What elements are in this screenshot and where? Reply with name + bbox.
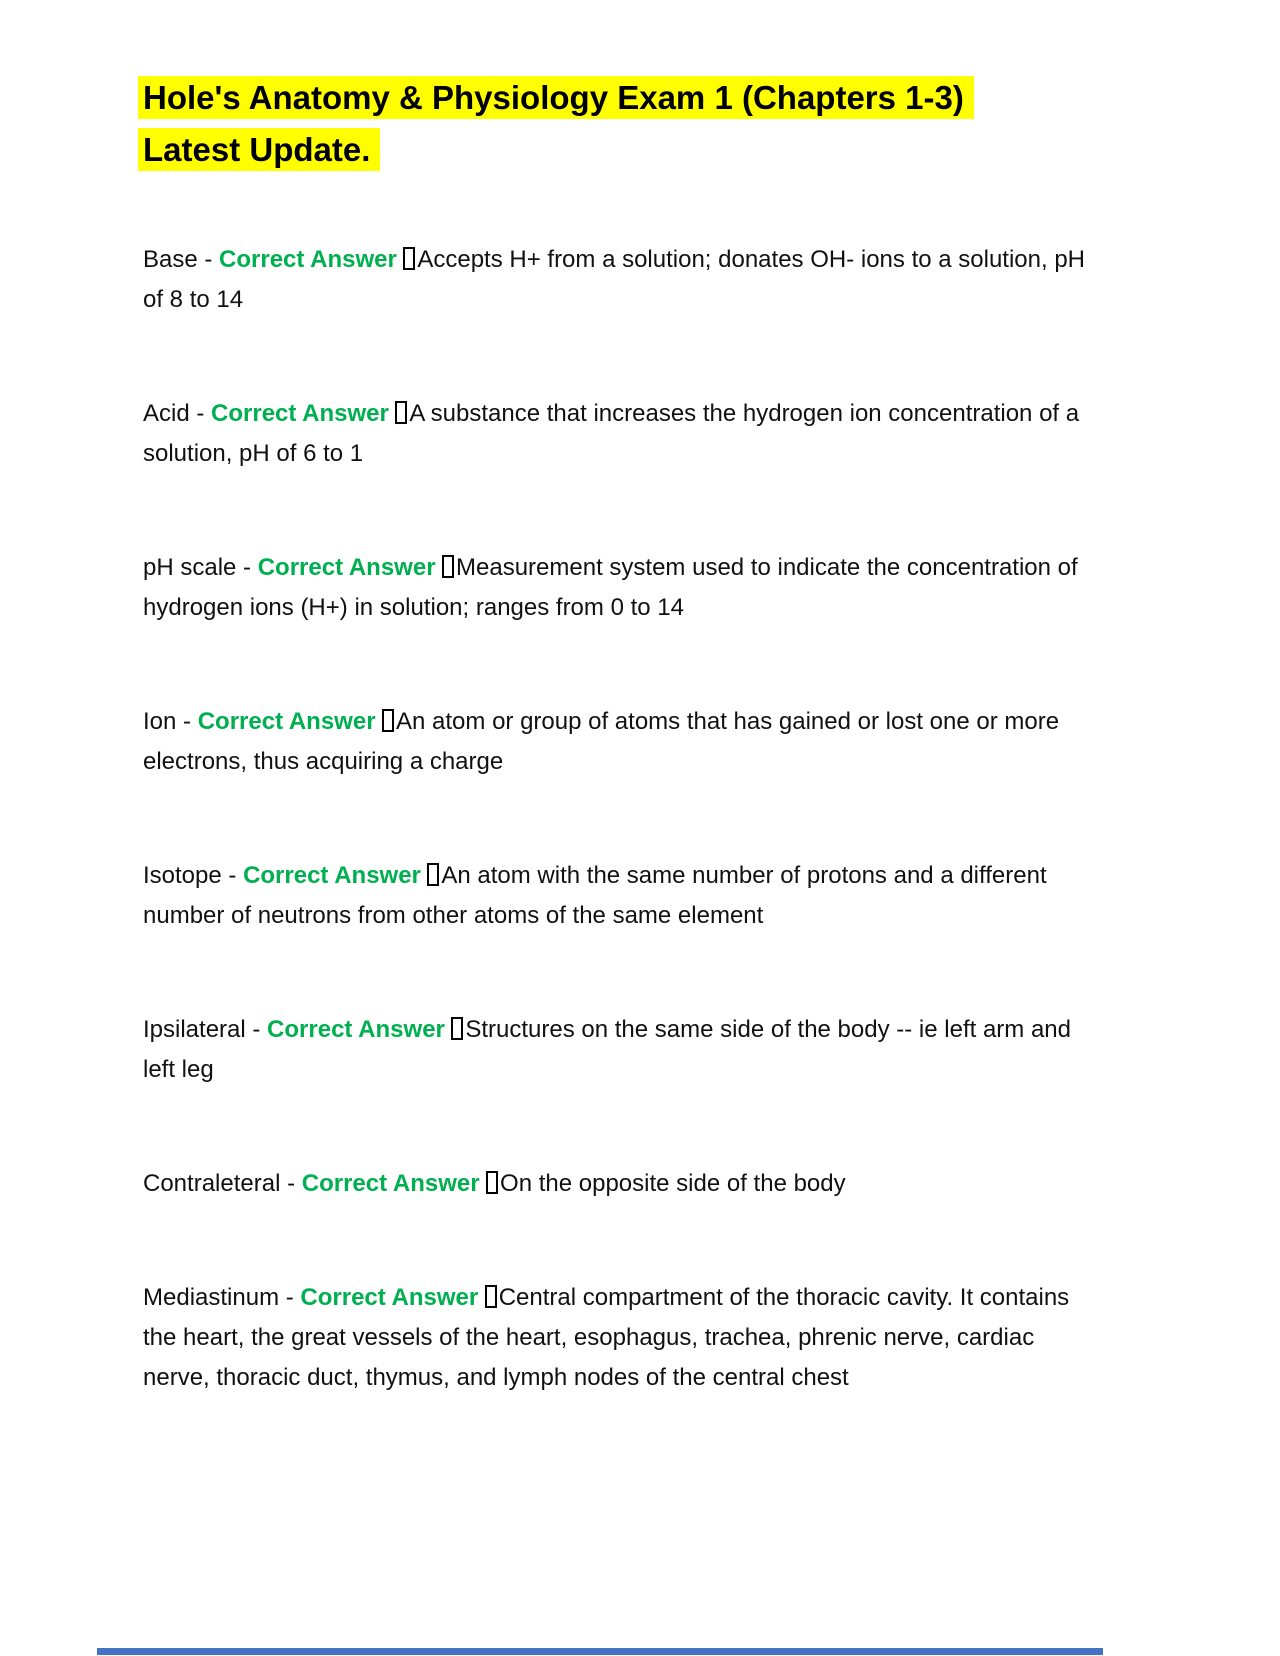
qa-entry xyxy=(143,1164,1094,1204)
term-text: Mediastinum xyxy=(143,1284,280,1311)
definition-text: Accepts H+ from a solution; donates OH- ions to a solution, pH of 8 to 14 xyxy=(143,246,1086,313)
qa-entry xyxy=(143,702,1094,782)
correct-answer-label: Correct Answer xyxy=(300,1284,479,1311)
separator-text: - xyxy=(245,1016,268,1043)
definition-text: On the opposite side of the body xyxy=(500,1170,846,1197)
correct-answer-label: Correct Answer xyxy=(301,1170,480,1197)
term-text: Ion xyxy=(143,708,177,735)
page-bottom-bar xyxy=(97,1648,1103,1655)
title-highlight-line-1: Hole's Anatomy & Physiology Exam 1 (Chapters 1-3) xyxy=(138,76,974,119)
separator-text: - xyxy=(280,1170,302,1197)
separator-text: - xyxy=(189,400,212,427)
separator-text: - xyxy=(197,246,220,273)
term-text: Contraleteral xyxy=(143,1170,281,1197)
correct-answer-label: Correct Answer xyxy=(219,246,397,273)
definition-text: Central compartment of the thoracic cavity. It contains the heart, the great vessels of the heart, esophagus, trachea, phrenic nerve, cardiac nerve, thoracic duct, thymus, and lymph nodes of the central chest xyxy=(143,1284,1070,1391)
missing-glyph-box xyxy=(427,863,439,887)
qa-entry xyxy=(143,394,1094,474)
missing-glyph-box xyxy=(451,1017,463,1041)
term-text: Isotope xyxy=(143,862,222,889)
separator-text: - xyxy=(236,554,258,581)
separator-text: - xyxy=(279,1284,301,1311)
correct-answer-label: Correct Answer xyxy=(267,1016,445,1043)
missing-glyph-box xyxy=(485,1285,497,1309)
missing-glyph-box xyxy=(486,1171,498,1195)
missing-glyph-box xyxy=(403,247,415,271)
definition-text: A substance that increases the hydrogen ion concentration of a solution, pH of 6 to 1 xyxy=(143,400,1080,467)
correct-answer-label: Correct Answer xyxy=(211,400,389,427)
qa-entry xyxy=(143,1278,1094,1398)
missing-glyph-box xyxy=(382,709,394,733)
definition-text: Measurement system used to indicate the concentration of hydrogen ions (H+) in solution; ranges from 0 to 14 xyxy=(143,554,1078,621)
correct-answer-label: Correct Answer xyxy=(257,554,436,581)
term-text: Base xyxy=(143,246,198,273)
correct-answer-label: Correct Answer xyxy=(243,862,421,889)
missing-glyph-box xyxy=(395,401,407,425)
separator-text: - xyxy=(221,862,244,889)
qa-entry xyxy=(143,548,1094,628)
qa-entry xyxy=(143,240,1094,320)
term-text: Acid xyxy=(143,400,190,427)
title-highlight-line-2: Latest Update. xyxy=(138,128,380,171)
qa-list xyxy=(143,240,1094,1398)
missing-glyph-box xyxy=(442,555,454,579)
term-text: pH scale xyxy=(143,554,237,581)
definition-text: Structures on the same side of the body -- ie left arm and left leg xyxy=(143,1016,1071,1083)
page-title xyxy=(143,72,1043,176)
qa-entry xyxy=(143,856,1094,936)
separator-text: - xyxy=(176,708,198,735)
qa-entry xyxy=(143,1010,1094,1090)
term-text: Ipsilateral xyxy=(143,1016,246,1043)
correct-answer-label: Correct Answer xyxy=(197,708,376,735)
definition-text: An atom with the same number of protons and a different number of neutrons from other atoms of the same element xyxy=(143,862,1047,929)
definition-text: An atom or group of atoms that has gained or lost one or more electrons, thus acquiring a charge xyxy=(143,708,1060,775)
